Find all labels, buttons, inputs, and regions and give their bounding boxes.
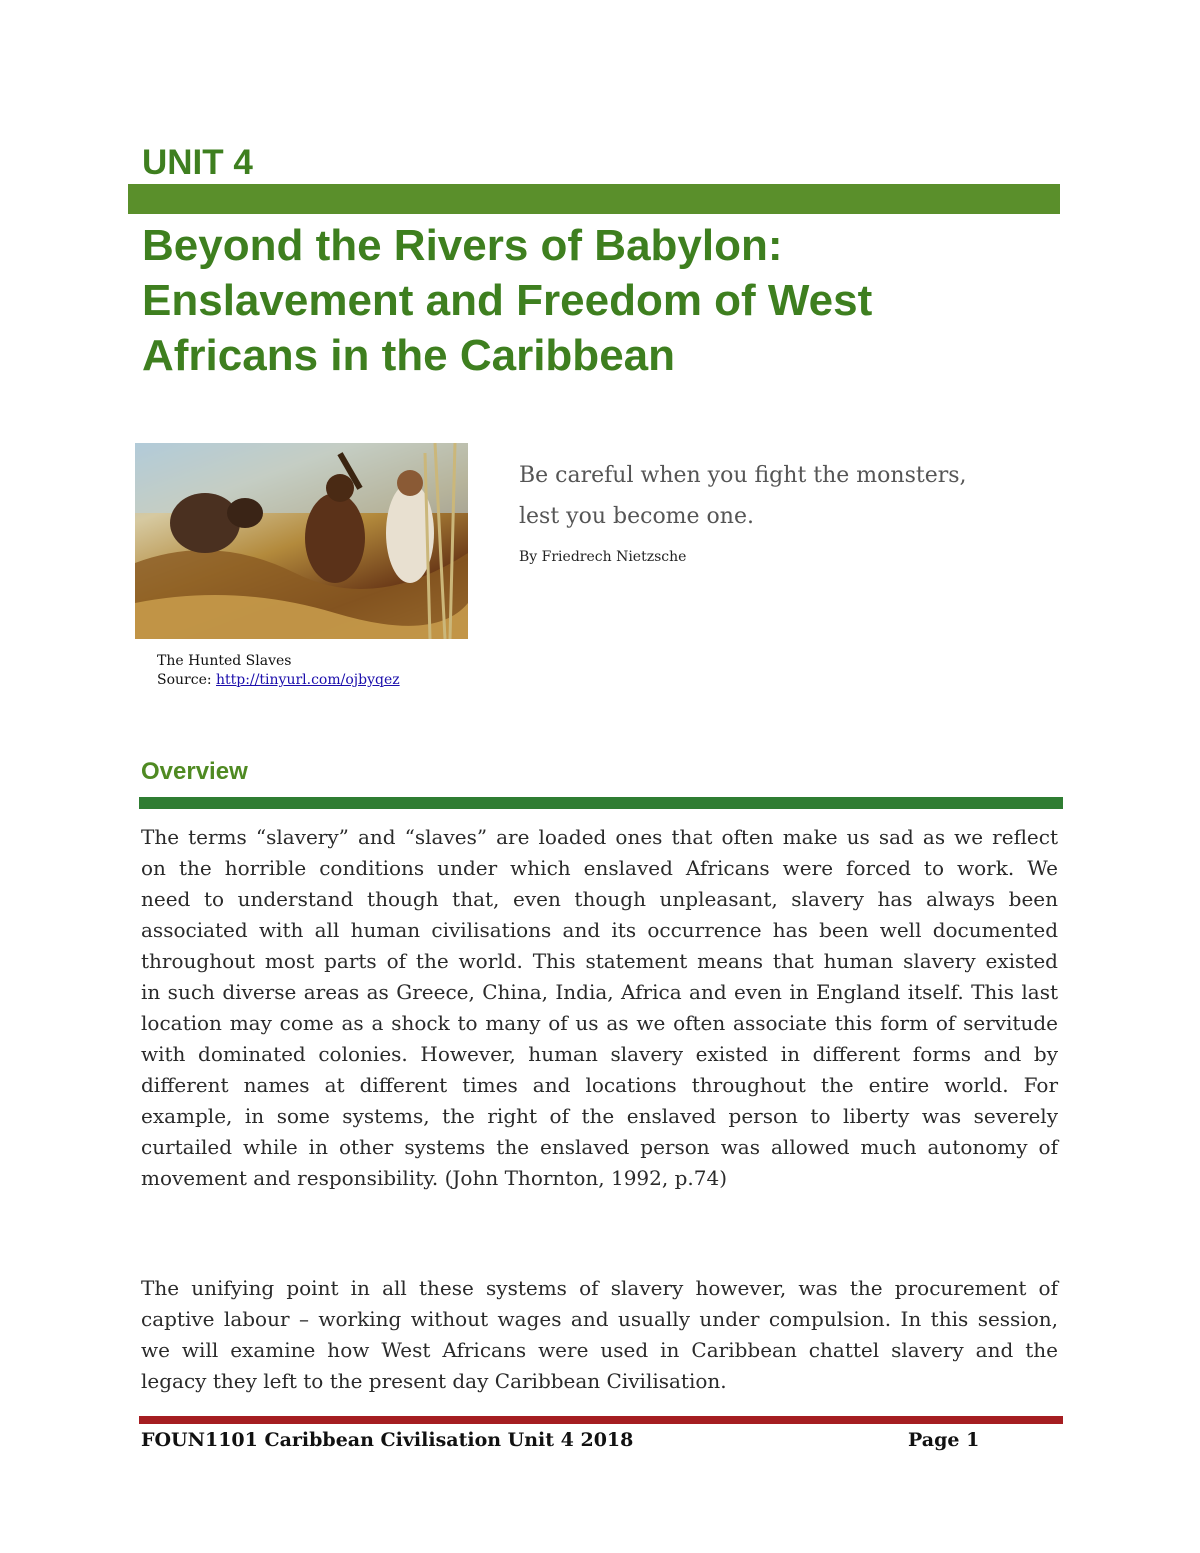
text-line: curtailed while in other systems the enslaved person was allowed much autonomy of xyxy=(141,1135,1058,1159)
title-line: Beyond the Rivers of Babylon: xyxy=(142,221,783,270)
footer-divider-bar xyxy=(139,1416,1063,1424)
footer-page-number: Page 1 xyxy=(908,1429,980,1451)
text-line: different names at different times and locations throughout the entire world. For xyxy=(141,1073,1058,1097)
caption-title: The Hunted Slaves xyxy=(157,653,292,669)
text-line: example, in some systems, the right of the enslaved person to liberty was severely xyxy=(141,1104,1058,1128)
text-line: captive labour – working without wages and usually under compulsion. In this session, xyxy=(141,1307,1058,1331)
quote-author: By Friedrech Nietzsche xyxy=(519,549,687,565)
hunted-slaves-painting xyxy=(135,443,468,639)
text-line: movement and responsibility. (John Thornton, 1992, p.74) xyxy=(141,1166,727,1190)
unit-divider-bar xyxy=(128,184,1060,214)
text-line: we will examine how West Africans were used in Caribbean chattel slavery and the xyxy=(141,1338,1058,1362)
overview-paragraph-1 xyxy=(141,822,1058,1194)
text-line: throughout most parts of the world. This statement means that human slavery existed xyxy=(141,949,1058,973)
text-line: location may come as a shock to many of us as we often associate this form of servitude xyxy=(141,1011,1058,1035)
text-line: on the horrible conditions under which enslaved Africans were forced to work. We xyxy=(141,856,1058,880)
overview-heading: Overview xyxy=(141,758,248,785)
text-line: The unifying point in all these systems of slavery however, was the procurement of xyxy=(141,1276,1058,1300)
text-line: in such diverse areas as Greece, China, India, Africa and even in England itself. This last xyxy=(141,980,1058,1004)
source-label: Source: xyxy=(157,672,212,688)
figure-caption xyxy=(157,652,400,690)
text-line: legacy they left to the present day Caribbean Civilisation. xyxy=(141,1369,727,1393)
document-title xyxy=(142,218,1042,383)
overview-paragraph-2 xyxy=(141,1273,1058,1397)
footer-course-title: FOUN1101 Caribbean Civilisation Unit 4 2018 xyxy=(141,1429,634,1451)
caption-source xyxy=(157,671,400,690)
quote-line: Be careful when you fight the monsters, xyxy=(519,463,967,488)
epigraph-quote xyxy=(519,455,967,537)
text-line: need to understand though that, even though unpleasant, slavery has always been xyxy=(141,887,1058,911)
quote-line: lest you become one. xyxy=(519,504,754,529)
overview-divider-bar xyxy=(139,797,1063,809)
source-link[interactable]: http://tinyurl.com/ojbyqez xyxy=(216,672,400,688)
text-line: with dominated colonies. However, human slavery existed in different forms and by xyxy=(141,1042,1058,1066)
title-line: Africans in the Caribbean xyxy=(142,331,676,380)
title-line: Enslavement and Freedom of West xyxy=(142,276,873,325)
text-line: associated with all human civilisations and its occurrence has been well documented xyxy=(141,918,1058,942)
unit-label: UNIT 4 xyxy=(142,143,253,182)
text-line: The terms “slavery” and “slaves” are loaded ones that often make us sad as we reflect xyxy=(141,825,1058,849)
